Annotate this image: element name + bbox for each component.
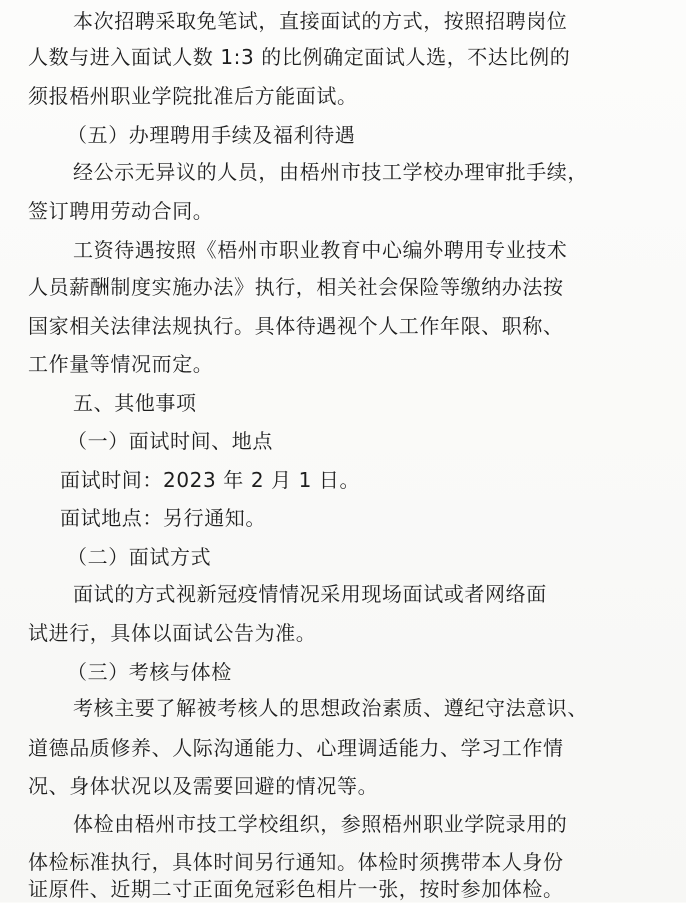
- section-heading: （五）办理聘用手续及福利待遇: [67, 123, 356, 147]
- paragraph-line: 面试地点：另行通知。: [60, 506, 266, 530]
- paragraph-line: 工资待遇按照《梧州市职业教育中心编外聘用专业技术: [73, 238, 568, 262]
- paragraph-line: 考核主要了解被考核人的思想政治素质、遵纪守法意识、: [73, 696, 588, 720]
- paragraph-line: 国家相关法律法规执行。具体待遇视个人工作年限、职称、: [28, 314, 564, 338]
- paragraph-line: 证原件、近期二寸正面免冠彩色相片一张，按时参加体检。: [28, 877, 564, 901]
- paragraph-line: 面试的方式视新冠疫情情况采用现场面试或者网络面: [73, 582, 547, 606]
- paragraph-line: 本次招聘采取免笔试，直接面试的方式，按照招聘岗位: [73, 9, 568, 33]
- paragraph-line: 人数与进入面试人数 1:3 的比例确定面试人选，不达比例的: [28, 45, 571, 69]
- paragraph-line: 工作量等情况而定。: [28, 352, 214, 376]
- paragraph-line: 经公示无异议的人员，由梧州市技工学校办理审批手续，: [73, 160, 588, 184]
- paragraph-line: 人员薪酬制度实施办法》执行，相关社会保险等缴纳办法按: [28, 275, 564, 299]
- section-heading: （三）考核与体检: [67, 660, 232, 684]
- section-heading: 五、其他事项: [73, 391, 197, 415]
- section-heading: （一）面试时间、地点: [67, 429, 273, 453]
- paragraph-line: 道德品质修养、人际沟通能力、心理调适能力、学习工作情: [28, 736, 564, 760]
- paragraph-line: 体检由梧州市技工学校组织，参照梧州职业学院录用的: [73, 812, 568, 836]
- section-heading: （二）面试方式: [67, 545, 212, 569]
- paragraph-line: 签订聘用劳动合同。: [28, 199, 214, 223]
- paragraph-line: 须报梧州职业学院批准后方能面试。: [28, 84, 358, 108]
- paragraph-line: 试进行，具体以面试公告为准。: [28, 621, 317, 645]
- paragraph-line: 况、身体状况以及需要回避的情况等。: [28, 774, 379, 798]
- paragraph-line: 面试时间：2023 年 2 月 1 日。: [60, 468, 361, 492]
- paragraph-line: 体检标准执行，具体时间另行通知。体检时须携带本人身份: [28, 850, 564, 874]
